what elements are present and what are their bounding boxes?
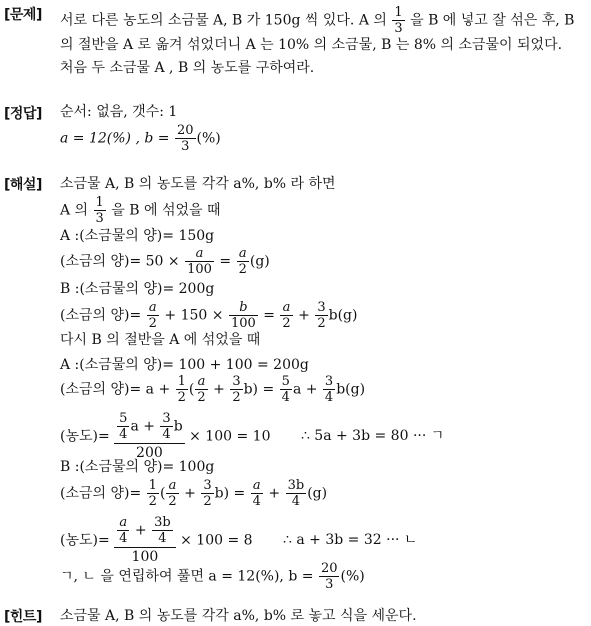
hint-tag: [힌트] bbox=[4, 609, 42, 625]
problem-line-1 bbox=[60, 6, 574, 35]
solution-line-9 bbox=[60, 375, 365, 404]
fraction bbox=[286, 479, 307, 508]
fraction-numerator: 1 bbox=[95, 195, 104, 210]
solution-line-7: 다시 B 의 절반을 A 에 섞었을 때 bbox=[60, 332, 261, 348]
solution-line-13 bbox=[60, 516, 417, 565]
fraction-denominator: 2 bbox=[282, 316, 291, 331]
solution-text: b) = bbox=[243, 381, 275, 398]
answer-line-2 bbox=[60, 124, 221, 153]
fraction bbox=[185, 247, 214, 276]
fraction bbox=[195, 375, 207, 404]
solution-text: b(g) bbox=[328, 307, 358, 324]
solution-line-4 bbox=[60, 247, 270, 276]
fraction-denominator: 4 bbox=[158, 531, 167, 546]
solution-text: × 100 = 8 bbox=[180, 532, 253, 549]
plus-sign: + bbox=[268, 485, 281, 502]
fraction-denominator: 4 bbox=[119, 531, 128, 546]
solution-line-6 bbox=[60, 301, 357, 330]
fraction-numerator: 3 bbox=[162, 411, 171, 426]
fraction bbox=[392, 6, 404, 35]
solution-text: ∴ a + 3b = 32 ··· ㄴ bbox=[283, 532, 418, 549]
equals-sign: = bbox=[219, 253, 232, 270]
fraction-numerator: a bbox=[147, 301, 159, 316]
fraction bbox=[160, 412, 172, 441]
fraction bbox=[176, 375, 188, 404]
solution-text: ㄱ, ㄴ 을 연립하여 풀면 a = 12(%), b = bbox=[60, 568, 314, 585]
solution-text: (소금의 양)= bbox=[60, 485, 142, 502]
fraction-denominator: 2 bbox=[197, 390, 206, 405]
fraction bbox=[117, 412, 129, 441]
answer-tag: [정답] bbox=[4, 106, 42, 122]
answer-unit: (%) bbox=[196, 130, 221, 147]
fraction-numerator: 1 bbox=[177, 374, 186, 389]
fraction-numerator: a bbox=[117, 516, 129, 531]
solution-text: (소금의 양)= a + bbox=[60, 381, 171, 398]
solution-text: (%) bbox=[340, 568, 365, 585]
compound-numerator bbox=[114, 516, 176, 548]
fraction-denominator: 2 bbox=[148, 316, 157, 331]
solution-text: ∴ 5a + 3b = 80 ··· ㄱ bbox=[300, 428, 445, 445]
compound-fraction bbox=[114, 516, 176, 565]
solution-text: b) = bbox=[214, 485, 246, 502]
solution-text: (농도)= bbox=[60, 428, 110, 445]
fraction-denominator: 3 bbox=[394, 21, 403, 36]
fraction bbox=[229, 301, 258, 330]
fraction bbox=[117, 516, 129, 545]
solution-text: b(g) bbox=[336, 381, 366, 398]
solution-text: 을 B 에 섞었을 때 bbox=[111, 202, 221, 219]
hint-line: 소금물 A, B 의 농도를 각각 a%, b% 로 놓고 식을 세운다. bbox=[60, 608, 417, 624]
fraction-numerator: a bbox=[195, 375, 207, 390]
solution-text: A 의 bbox=[60, 202, 89, 219]
fraction-numerator: 3b bbox=[287, 478, 305, 493]
fraction bbox=[323, 375, 335, 404]
fraction bbox=[201, 479, 213, 508]
fraction-denominator: 4 bbox=[252, 494, 261, 509]
fraction-denominator: 2 bbox=[238, 262, 247, 277]
fraction bbox=[147, 301, 159, 330]
solution-text: (농도)= bbox=[60, 532, 110, 549]
problem-line-2: 의 절반을 A 로 옮겨 섞었더니 A 는 10% 의 소금물, B 는 8% 의 소금물이 되었다. bbox=[60, 37, 563, 53]
problem-text: 을 B 에 넣고 잘 섞은 후, B bbox=[410, 12, 575, 29]
fraction-numerator: a bbox=[280, 301, 292, 316]
solution-tag: [해설] bbox=[4, 177, 42, 193]
fraction-numerator: 3 bbox=[232, 374, 241, 389]
fraction bbox=[152, 516, 173, 545]
fraction bbox=[147, 479, 159, 508]
fraction-numerator: 5 bbox=[119, 411, 128, 426]
equals-sign: = bbox=[263, 307, 275, 324]
fraction bbox=[315, 301, 327, 330]
solution-line-1: 소금물 A, B 의 농도를 각각 a%, b% 라 하면 bbox=[60, 176, 336, 192]
fraction bbox=[237, 247, 249, 276]
fraction bbox=[251, 479, 263, 508]
solution-text: (소금의 양)= bbox=[60, 307, 142, 324]
fraction bbox=[280, 375, 292, 404]
fraction-numerator: 20 bbox=[320, 561, 338, 576]
fraction-numerator: a bbox=[251, 479, 263, 494]
plus-sign: + bbox=[298, 307, 310, 324]
paren: ( bbox=[159, 485, 166, 502]
solution-line-5: B :(소금물의 양)= 200g bbox=[60, 281, 215, 297]
fraction bbox=[175, 124, 196, 153]
fraction-denominator: 3 bbox=[325, 577, 334, 592]
solution-text: × 100 = 10 bbox=[189, 428, 271, 445]
fraction-denominator: 3 bbox=[181, 139, 190, 154]
fraction-numerator: b bbox=[229, 301, 258, 316]
fraction bbox=[94, 196, 106, 225]
fraction-denominator: 2 bbox=[203, 494, 212, 509]
fraction bbox=[319, 562, 340, 591]
fraction-denominator: 4 bbox=[291, 494, 301, 509]
answer-line-1: 순서: 없음, 갯수: 1 bbox=[60, 104, 178, 120]
compound-fraction bbox=[114, 412, 185, 461]
compound-numerator bbox=[114, 412, 185, 444]
answer-text: a = 12(%) , b = bbox=[60, 130, 170, 147]
fraction-numerator: a bbox=[185, 247, 214, 262]
fraction-denominator: 2 bbox=[317, 316, 326, 331]
solution-line-12 bbox=[60, 479, 327, 508]
fraction-denominator: 2 bbox=[168, 494, 177, 509]
paren: ( bbox=[188, 381, 195, 398]
fraction bbox=[230, 375, 242, 404]
compound-denominator: 100 bbox=[131, 549, 159, 565]
fraction-denominator: 3 bbox=[95, 211, 104, 226]
solution-line-3: A :(소금물의 양)= 150g bbox=[60, 228, 215, 244]
solution-line-10 bbox=[60, 412, 444, 461]
problem-line-3: 처음 두 소금물 A , B 의 농도를 구하여라. bbox=[60, 60, 315, 76]
solution-line-14 bbox=[60, 562, 365, 591]
fraction-denominator: 2 bbox=[177, 390, 186, 405]
fraction-numerator: 20 bbox=[176, 123, 194, 138]
fraction-denominator: 4 bbox=[119, 427, 128, 442]
plus-sign: + bbox=[134, 522, 147, 539]
compound-denominator: 200 bbox=[136, 445, 163, 461]
fraction-numerator: a bbox=[237, 247, 249, 262]
fraction-denominator: 4 bbox=[324, 390, 334, 405]
fraction-numerator: 1 bbox=[394, 5, 403, 20]
solution-text: a + bbox=[130, 418, 155, 435]
fraction-numerator: a bbox=[166, 479, 178, 494]
solution-text: a + bbox=[292, 381, 318, 398]
fraction-numerator: 5 bbox=[281, 374, 290, 389]
problem-tag: [문제] bbox=[4, 7, 42, 23]
fraction-numerator: 1 bbox=[148, 478, 157, 493]
fraction-denominator: 100 bbox=[187, 262, 212, 277]
fraction-numerator: 3b bbox=[154, 515, 171, 530]
plus-sign: + bbox=[184, 485, 196, 502]
fraction bbox=[280, 301, 292, 330]
solution-line-11: B :(소금물의 양)= 100g bbox=[60, 459, 215, 475]
solution-text: + 150 × bbox=[164, 307, 224, 324]
fraction bbox=[166, 479, 178, 508]
fraction-numerator: 3 bbox=[324, 374, 334, 389]
fraction-denominator: 2 bbox=[148, 494, 157, 509]
solution-line-8: A :(소금물의 양)= 100 + 100 = 200g bbox=[60, 357, 309, 373]
solution-text: (소금의 양)= 50 × bbox=[60, 253, 180, 270]
fraction-denominator: 4 bbox=[162, 427, 171, 442]
fraction-denominator: 4 bbox=[281, 390, 290, 405]
problem-text: 서로 다른 농도의 소금물 A, B 가 150g 씩 있다. A 의 bbox=[60, 12, 387, 29]
fraction-denominator: 100 bbox=[230, 316, 256, 331]
solution-text: (g) bbox=[307, 485, 328, 502]
fraction-numerator: 3 bbox=[317, 300, 326, 315]
solution-line-2 bbox=[60, 196, 221, 225]
plus-sign: + bbox=[213, 381, 225, 398]
fraction-denominator: 2 bbox=[232, 390, 241, 405]
solution-text: (g) bbox=[249, 253, 270, 270]
solution-text: b bbox=[173, 418, 183, 435]
fraction-numerator: 3 bbox=[203, 478, 212, 493]
